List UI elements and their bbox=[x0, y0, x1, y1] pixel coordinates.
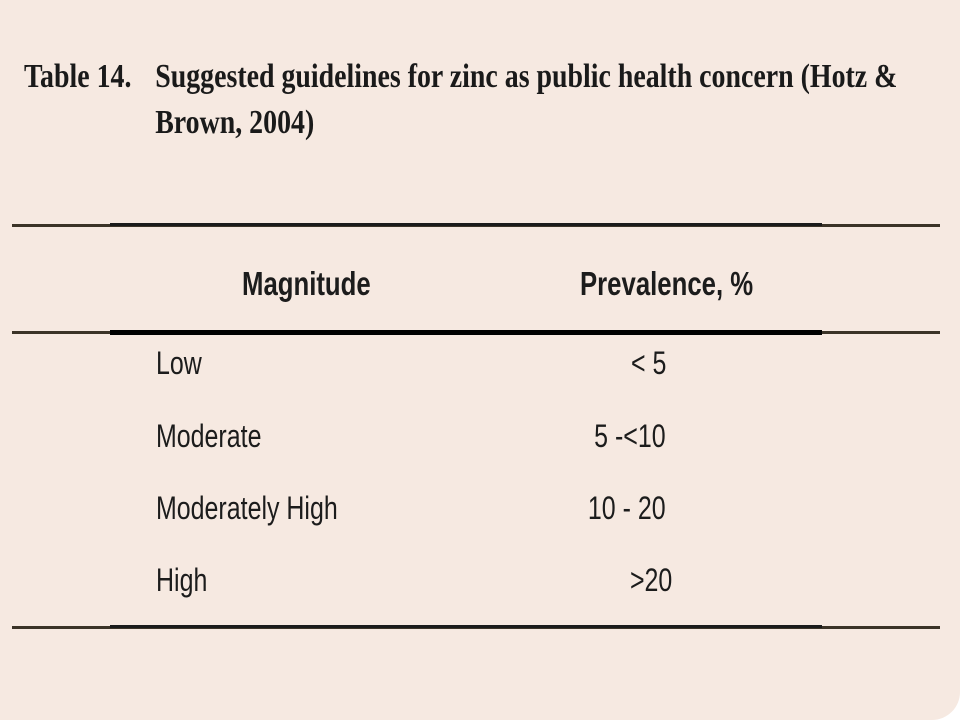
row-high-prevalence: >20 bbox=[629, 562, 672, 598]
row-moderately-high-prevalence: 10 - 20 bbox=[588, 490, 666, 526]
row-moderately-high-magnitude: Moderately High bbox=[156, 490, 338, 526]
table-number: Table 14. bbox=[24, 58, 132, 95]
header-prevalence: Prevalence, % bbox=[580, 265, 754, 302]
top-rule-inner bbox=[110, 223, 822, 226]
header-rule-inner bbox=[110, 330, 822, 335]
header-magnitude: Magnitude bbox=[242, 265, 371, 302]
row-moderate-magnitude: Moderate bbox=[156, 418, 262, 454]
row-low-prevalence: < 5 bbox=[630, 345, 666, 381]
row-low-magnitude: Low bbox=[156, 345, 202, 381]
table-title: Suggested guidelines for zinc as public health concern (Hotz & Brown, 2004) bbox=[155, 58, 898, 141]
bottom-rule-inner bbox=[110, 625, 822, 628]
row-high-magnitude: High bbox=[156, 562, 208, 598]
row-moderate-prevalence: 5 -<10 bbox=[594, 418, 666, 454]
